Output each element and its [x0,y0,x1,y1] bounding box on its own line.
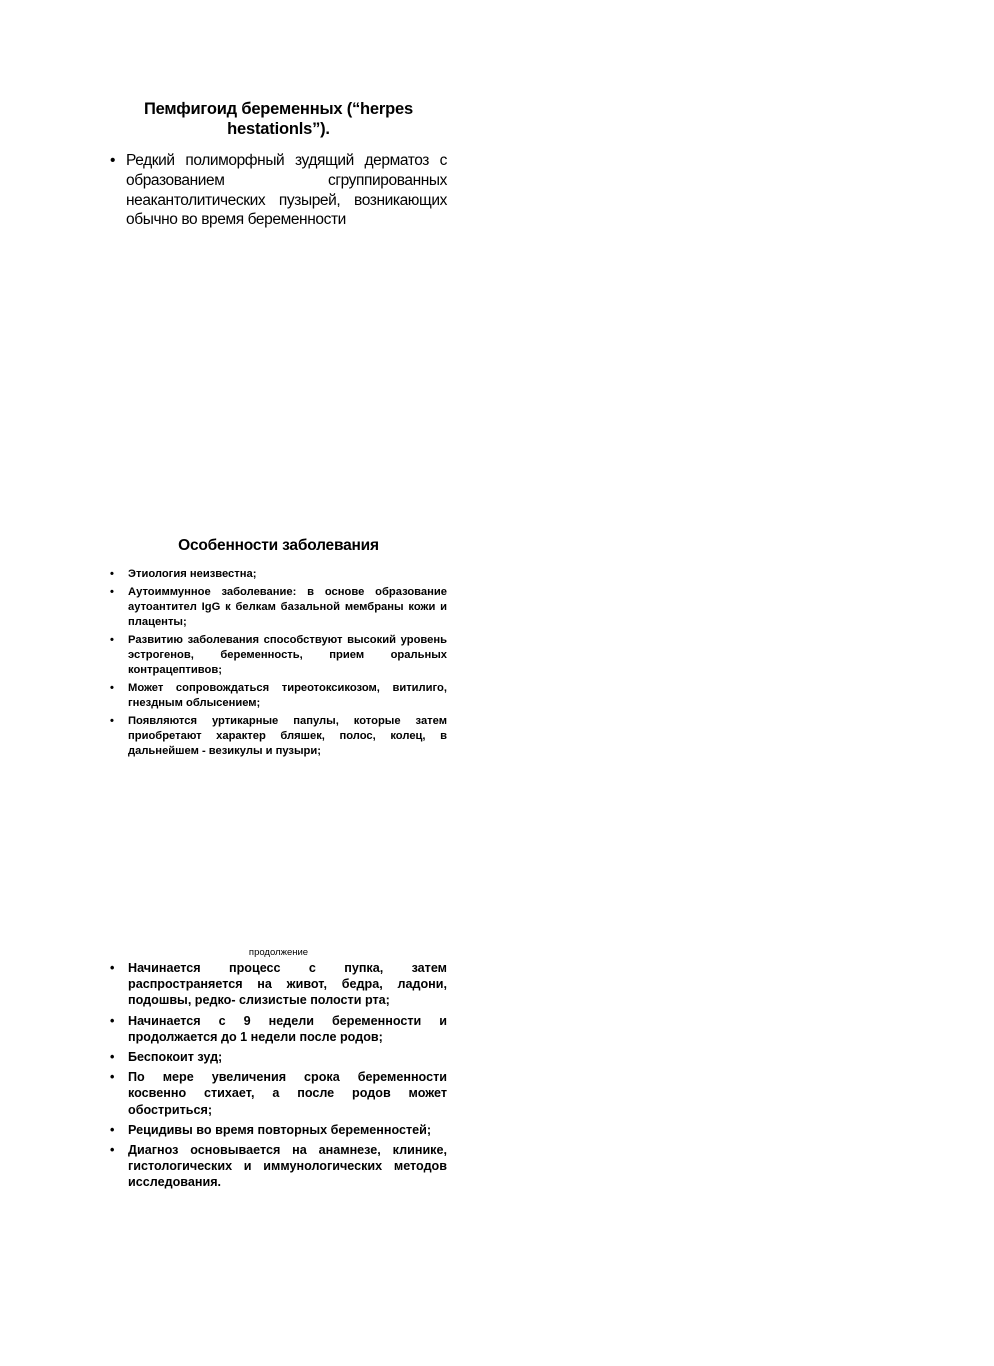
slide-pemphigoid-intro [110,99,447,230]
bullet-icon: • [110,1122,115,1137]
bullet-icon: • [110,586,114,598]
list-item-text: Начинается с 9 недели беременности и продолжается до 1 недели после родов; [128,1013,447,1044]
slide-disease-features [110,536,447,762]
bullet-icon: • [110,1070,115,1085]
list-item [110,714,447,759]
list-item [110,1013,447,1045]
list-item [110,567,447,582]
list-item-text: Редкий полиморфный зудящий дерматоз с образованием сгруппированных неакантолитических пузырей, возникающих обычно во время беременности [126,152,447,229]
list-item [110,585,447,630]
bullet-icon: • [110,1143,115,1158]
list-item [110,633,447,678]
list-item-text: Появляются уртикарные папулы, которые затем приобретают характер бляшек, полос, колец, в дальнейшем - везикулы и пузыри; [128,715,447,757]
list-item [110,1122,447,1138]
list-item [110,1069,447,1118]
list-item [110,1049,447,1065]
bullet-icon: • [110,568,114,580]
bullet-list [110,567,447,759]
list-item-text: Рецидивы во время повторных беременностей; [128,1122,432,1137]
list-item-text: Диагноз основывается на анамнезе, клинике, гистологических и иммунологических методов исследования. [128,1143,447,1190]
list-item [110,960,447,1009]
bullet-list [110,151,447,230]
list-item [110,151,447,230]
list-item-text: Беспокоит зуд; [128,1050,223,1065]
bullet-list [110,960,447,1191]
slide-title: Особенности заболевания [178,537,379,554]
bullet-icon: • [110,961,115,975]
slide-continuation [110,946,447,1195]
bullet-icon: • [110,1013,115,1028]
list-item-text: Может сопровождаться тиреотоксикозом, витилиго, гнездным облысением; [128,682,447,709]
list-item [110,681,447,711]
bullet-icon: • [110,152,116,169]
bullet-icon: • [110,682,114,694]
slide-title: Пемфигоид беременных (“herpes hestationls”). [144,100,413,138]
list-item-text: Начинается процесс с пупка, затем распространяется на живот, бедра, ладони, подошвы, редко- слизистые полости рта; [128,961,447,1008]
list-item-text: Аутоиммунное заболевание: в основе образование аутоантител IgG к белкам базальной мембраны кожи и плаценты; [128,586,447,628]
list-item [110,1142,447,1191]
list-item-text: Этиология неизвестна; [128,568,257,580]
list-item-text: По мере увеличения срока беременности косвенно стихает, а после родов может обостриться; [128,1070,447,1117]
slide-subtitle: продолжение [248,947,309,958]
bullet-icon: • [110,634,114,646]
bullet-icon: • [110,715,114,727]
list-item-text: Развитию заболевания способствуют высокий уровень эстрогенов, беременность, прием оральных контрацептивов; [128,634,447,676]
bullet-icon: • [110,1050,115,1065]
